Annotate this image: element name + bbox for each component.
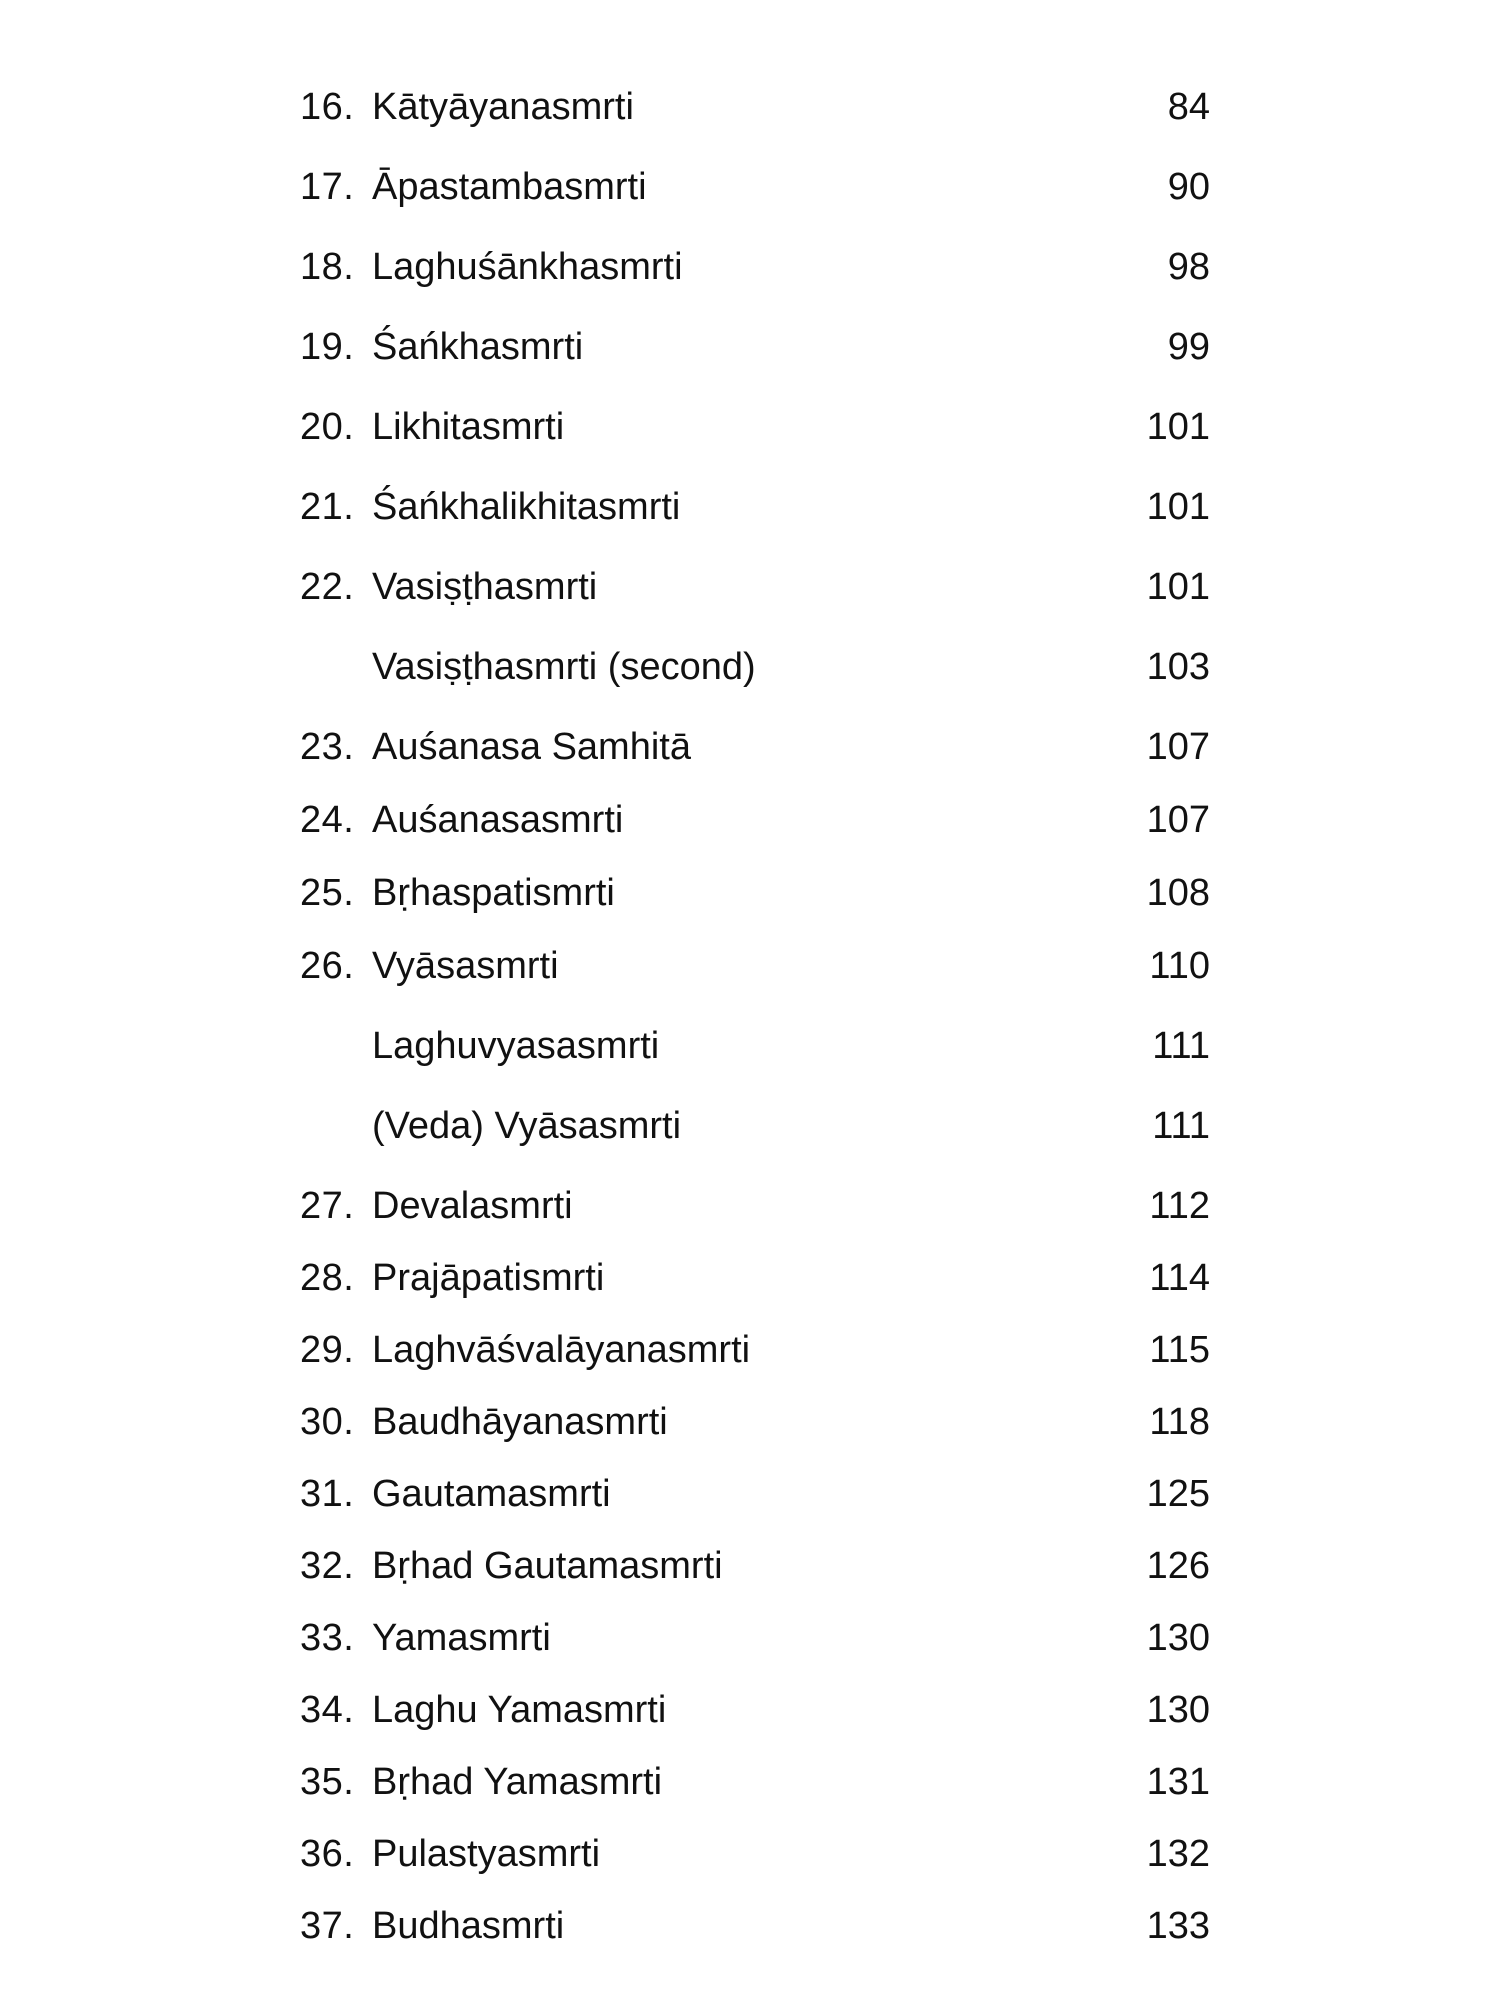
toc-entry (0, 477, 1500, 537)
toc-entry-page: 111 (1152, 1105, 1210, 1147)
toc-entry-page: 107 (1146, 726, 1210, 768)
toc-entry-page: 111 (1152, 1025, 1210, 1067)
toc-entry (0, 637, 1500, 697)
toc-entry-title: Laghuśānkhasmrti (372, 246, 683, 288)
toc-entry-page: 130 (1146, 1689, 1210, 1731)
toc-entry-title: Laghu Yamasmrti (372, 1689, 667, 1731)
toc-entry-page: 126 (1146, 1545, 1210, 1587)
toc-entry-page: 114 (1149, 1257, 1210, 1299)
toc-entry (0, 237, 1500, 297)
toc-entry-title: Āpastambasmrti (372, 166, 647, 208)
toc-entry (0, 1176, 1500, 1236)
toc-entry (0, 1536, 1500, 1596)
toc-entry (0, 1096, 1500, 1156)
toc-entry-title: Vasiṣṭhasmrti (372, 566, 598, 608)
toc-entry (0, 317, 1500, 377)
toc-entry-title: Pulastyasmrti (372, 1833, 601, 1875)
toc-entry-number: 35. (300, 1761, 355, 1803)
toc-entry-title: Laghuvyasasmrti (372, 1025, 660, 1067)
toc-entry-title: Bṛhad Yamasmrti (372, 1761, 663, 1803)
toc-entry-number: 33. (300, 1617, 355, 1659)
toc-entry-number: 34. (300, 1689, 355, 1731)
toc-entry (0, 1824, 1500, 1884)
toc-entry-page: 101 (1146, 406, 1210, 448)
toc-entry (0, 157, 1500, 217)
toc-entry-number: 21. (300, 486, 355, 528)
toc-entry (0, 77, 1500, 137)
toc-entry-title: Vasiṣṭhasmrti (second) (372, 646, 756, 688)
toc-entry-number: 22. (300, 566, 355, 608)
toc-entry (0, 1752, 1500, 1812)
toc-entry-page: 125 (1146, 1473, 1210, 1515)
toc-entry-number: 20. (300, 406, 355, 448)
toc-entry-number: 28. (300, 1257, 355, 1299)
toc-entry-page: 103 (1146, 646, 1210, 688)
toc-entry-number: 16. (300, 86, 355, 128)
toc-entry-title: Gautamasmrti (372, 1473, 611, 1515)
toc-entry-title: Śańkhalikhitasmrti (372, 486, 681, 528)
toc-entry (0, 1680, 1500, 1740)
toc-entry-title: Yamasmrti (372, 1617, 551, 1659)
toc-entry-page: 101 (1146, 566, 1210, 608)
toc-entry-number: 36. (300, 1833, 355, 1875)
toc-entry (0, 1608, 1500, 1668)
toc-entry-number: 19. (300, 326, 355, 368)
toc-entry (0, 1464, 1500, 1524)
toc-entry-title: Auśanasasmrti (372, 799, 624, 841)
toc-entry-page: 101 (1146, 486, 1210, 528)
toc-entry-number: 27. (300, 1185, 355, 1227)
toc-entry (0, 1016, 1500, 1076)
toc-entry-number: 30. (300, 1401, 355, 1443)
toc-entry-number: 17. (300, 166, 355, 208)
toc-entry (0, 1320, 1500, 1380)
toc-entry-title: Baudhāyanasmrti (372, 1401, 668, 1443)
toc-entry (0, 397, 1500, 457)
toc-entry-title: Vyāsasmrti (372, 945, 559, 987)
toc-entry-title: Likhitasmrti (372, 406, 565, 448)
toc-entry-page: 112 (1149, 1185, 1210, 1227)
toc-entry (0, 557, 1500, 617)
toc-entry-number: 18. (300, 246, 355, 288)
toc-entry-number: 26. (300, 945, 355, 987)
toc-entry (0, 1392, 1500, 1452)
toc-entry-title: Devalasmrti (372, 1185, 573, 1227)
toc-entry-number: 23. (300, 726, 355, 768)
toc-entry (0, 790, 1500, 850)
toc-entry-title: Laghvāśvalāyanasmrti (372, 1329, 751, 1371)
toc-entry-title: Śańkhasmrti (372, 326, 584, 368)
toc-entry (0, 1248, 1500, 1308)
toc-entry-number: 31. (300, 1473, 355, 1515)
toc-entry-title: Prajāpatismrti (372, 1257, 605, 1299)
toc-entry-number: 29. (300, 1329, 355, 1371)
toc-entry (0, 1896, 1500, 1956)
toc-entry-number: 25. (300, 872, 355, 914)
toc-entry-title: Bṛhad Gautamasmrti (372, 1545, 723, 1587)
toc-entry-page: 132 (1146, 1833, 1210, 1875)
toc-entry-title: Auśanasa Samhitā (372, 726, 691, 768)
toc-entry-page: 133 (1146, 1905, 1210, 1947)
toc-entry-page: 99 (1167, 326, 1210, 368)
toc-entry (0, 863, 1500, 923)
toc-entry-page: 108 (1146, 872, 1210, 914)
toc-entry-page: 130 (1146, 1617, 1210, 1659)
toc-entry-page: 84 (1167, 86, 1210, 128)
toc-entry-title: Budhasmrti (372, 1905, 565, 1947)
toc-entry-title: (Veda) Vyāsasmrti (372, 1105, 682, 1147)
toc-entry-page: 90 (1167, 166, 1210, 208)
toc-entry-title: Bṛhaspatismrti (372, 872, 615, 914)
toc-entry-page: 110 (1149, 945, 1210, 987)
toc-entry (0, 936, 1500, 996)
toc-entry-page: 131 (1146, 1761, 1210, 1803)
toc-entry-page: 118 (1149, 1401, 1210, 1443)
toc-entry-number: 37. (300, 1905, 355, 1947)
toc-entry-page: 115 (1149, 1329, 1210, 1371)
toc-entry-number: 32. (300, 1545, 355, 1587)
toc-entry (0, 717, 1500, 777)
toc-entry-page: 107 (1146, 799, 1210, 841)
toc-entry-title: Kātyāyanasmrti (372, 86, 634, 128)
toc-entry-page: 98 (1167, 246, 1210, 288)
toc-entry-number: 24. (300, 799, 355, 841)
